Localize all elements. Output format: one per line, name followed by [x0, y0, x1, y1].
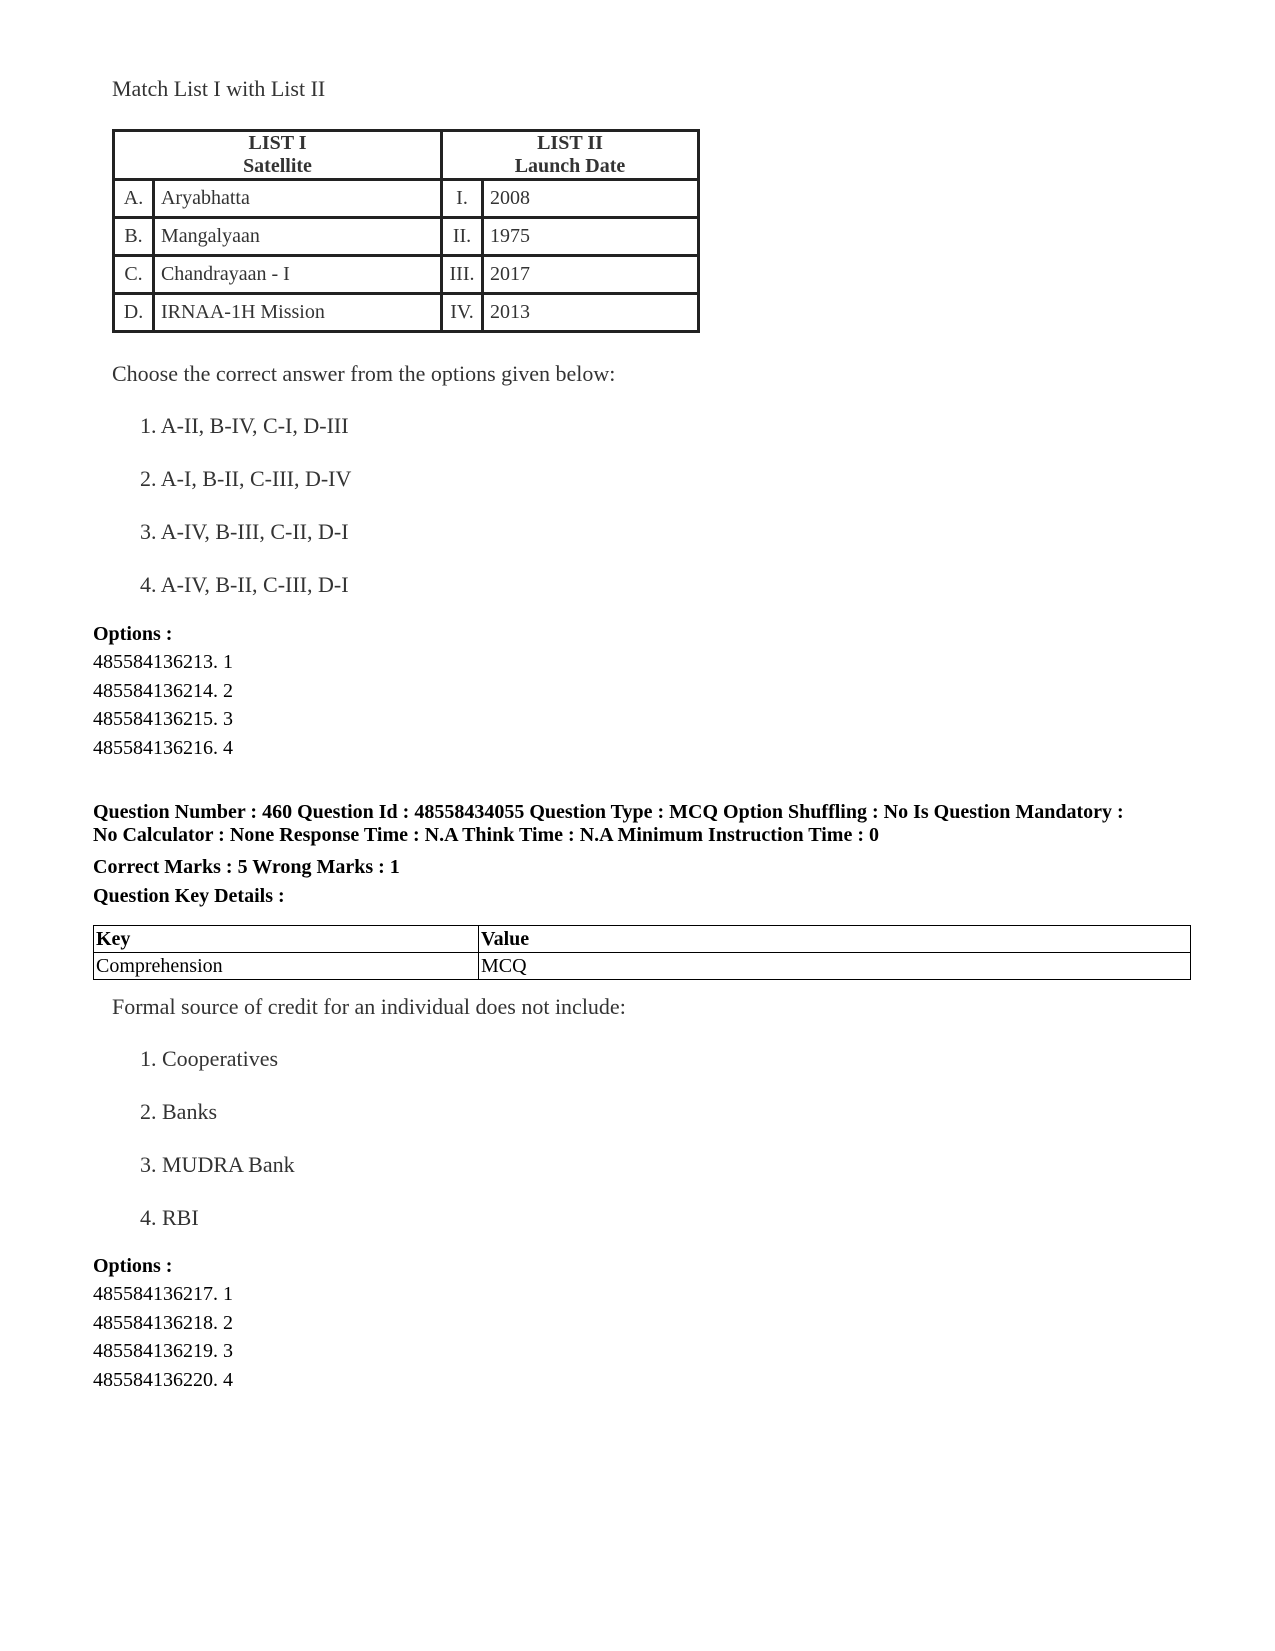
option-line: 485584136216. 4: [93, 737, 233, 759]
options-label: Options :: [93, 623, 173, 645]
choice-3: 3. MUDRA Bank: [140, 1152, 295, 1177]
question-text: Formal source of credit for an individual does not include:: [112, 994, 626, 1019]
option-line: 485584136217. 1: [93, 1283, 233, 1305]
match-table: [112, 129, 700, 333]
choice-2: 2. Banks: [140, 1099, 217, 1124]
key-details-table: [93, 925, 1191, 980]
option-line: 485584136219. 3: [93, 1340, 233, 1362]
choice-1: 1. A-II, B-IV, C-I, D-III: [140, 413, 349, 438]
choice-4: 4. A-IV, B-II, C-III, D-I: [140, 572, 349, 597]
list2-item: 2017: [483, 256, 699, 294]
value-cell: MCQ: [479, 953, 1191, 980]
list1-label: D.: [114, 294, 154, 332]
option-line: 485584136215. 3: [93, 708, 233, 730]
list2-label: III.: [442, 256, 483, 294]
list1-item: Mangalyaan: [153, 218, 441, 256]
list1-label: C.: [114, 256, 154, 294]
key-header: Key: [94, 926, 479, 953]
choose-instruction: Choose the correct answer from the options given below:: [112, 361, 616, 386]
match-row: [114, 218, 699, 256]
option-line: 485584136218. 2: [93, 1312, 233, 1334]
list1-label: B.: [114, 218, 154, 256]
list2-label: IV.: [442, 294, 483, 332]
list2-label: II.: [442, 218, 483, 256]
value-header: Value: [479, 926, 1191, 953]
list1-item: Aryabhatta: [153, 180, 441, 218]
list1-header-cell: [114, 131, 442, 180]
list1-item: Chandrayaan - I: [153, 256, 441, 294]
question-meta-line1: Question Number : 460 Question Id : 48558434055 Question Type : MCQ Option Shuffling : No Is Question Mandatory :: [93, 801, 1124, 823]
option-line: 485584136214. 2: [93, 680, 233, 702]
list2-header-cell: [442, 131, 699, 180]
option-line: 485584136213. 1: [93, 651, 233, 673]
list2-subheader: Launch Date: [514, 155, 626, 177]
options-label: Options :: [93, 1255, 173, 1277]
list2-header: LIST II: [537, 132, 603, 154]
list1-subheader: Satellite: [243, 155, 312, 177]
list2-label: I.: [442, 180, 483, 218]
list2-item: 2013: [483, 294, 699, 332]
list1-item: IRNAA-1H Mission: [153, 294, 441, 332]
choice-1: 1. Cooperatives: [140, 1046, 279, 1071]
match-instruction: Match List I with List II: [112, 76, 326, 101]
match-row: [114, 294, 699, 332]
match-row: [114, 180, 699, 218]
list1-header: LIST I: [248, 132, 307, 154]
option-line: 485584136220. 4: [93, 1369, 233, 1391]
list2-item: 1975: [483, 218, 699, 256]
list1-label: A.: [114, 180, 154, 218]
match-row: [114, 256, 699, 294]
marks-line: Correct Marks : 5 Wrong Marks : 1: [93, 856, 400, 878]
table-row: [94, 953, 1191, 980]
choice-3: 3. A-IV, B-III, C-II, D-I: [140, 519, 349, 544]
key-cell: Comprehension: [94, 953, 479, 980]
key-details-label: Question Key Details :: [93, 885, 285, 907]
list2-item: 2008: [483, 180, 699, 218]
question-meta-line2: No Calculator : None Response Time : N.A Think Time : N.A Minimum Instruction Time : 0: [93, 824, 879, 846]
choice-4: 4. RBI: [140, 1205, 199, 1230]
choice-2: 2. A-I, B-II, C-III, D-IV: [140, 466, 352, 491]
